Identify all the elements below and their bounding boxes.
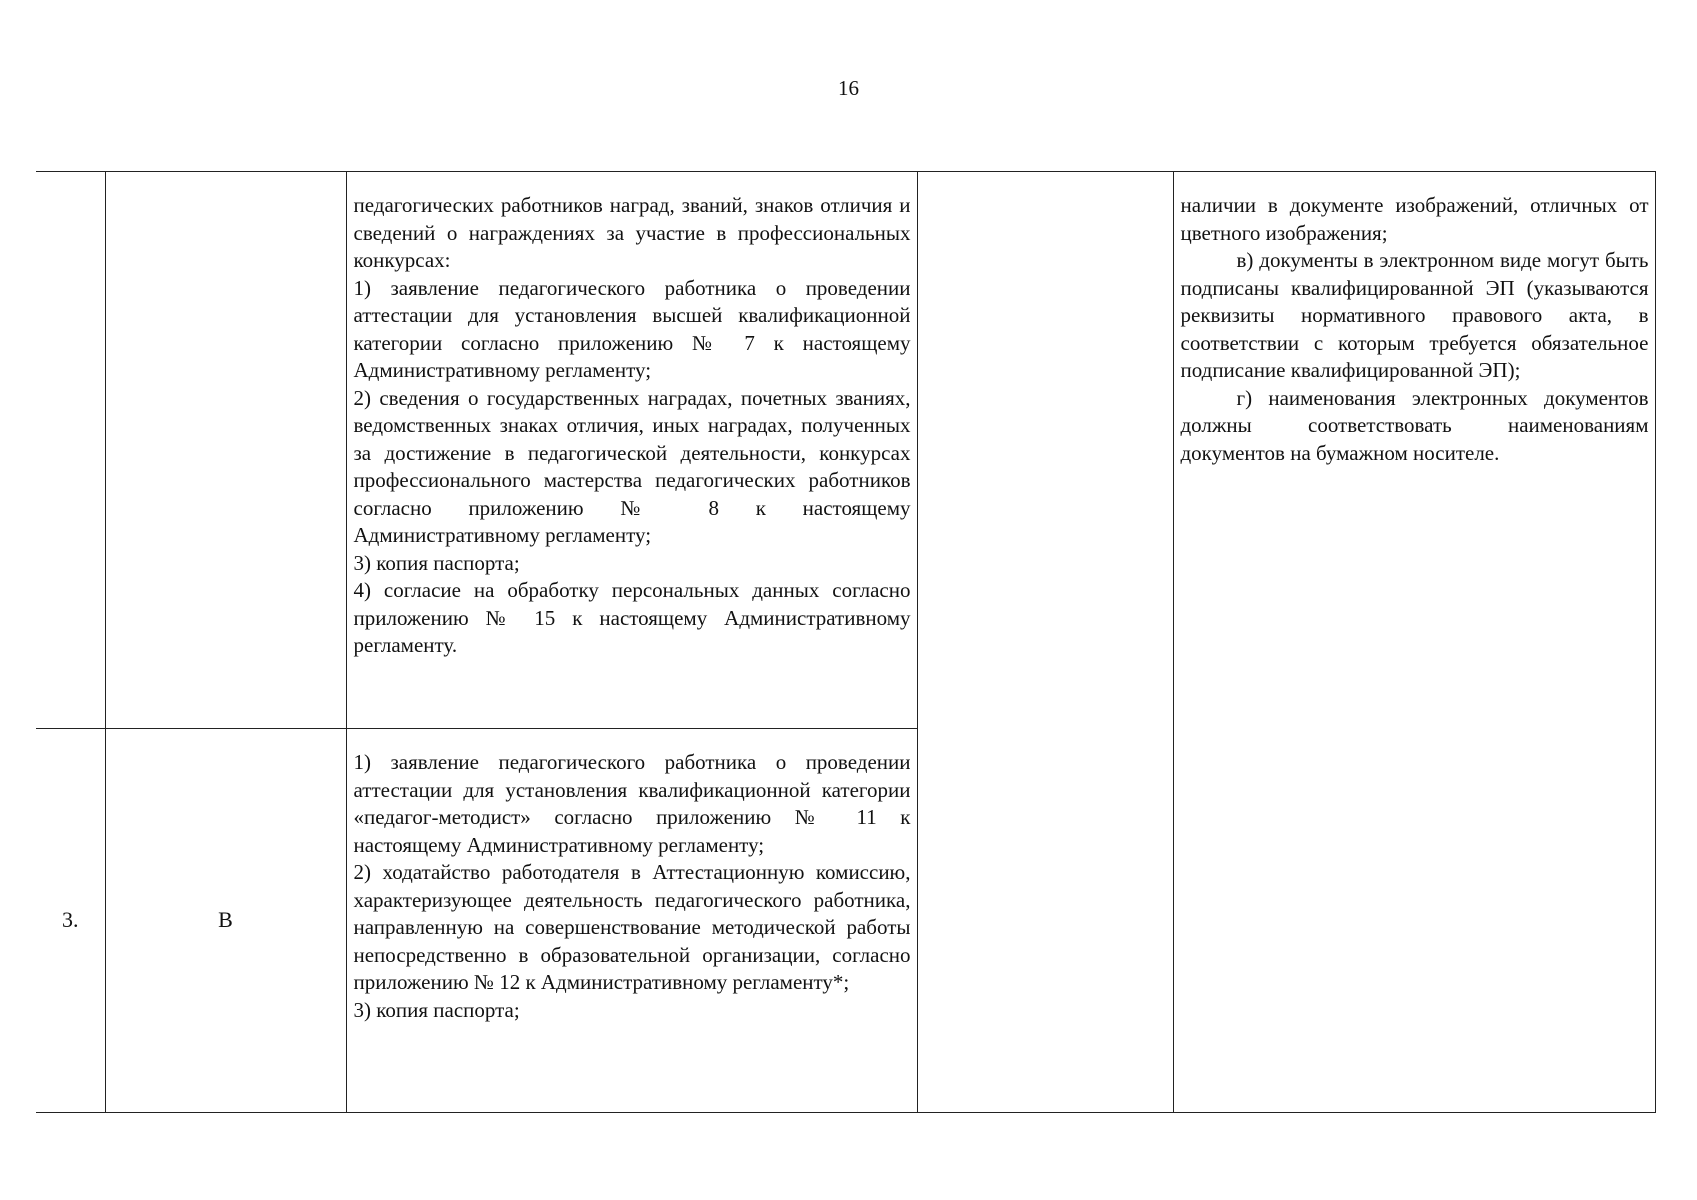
document-item: 3) копия паспорта; xyxy=(353,997,520,1022)
document-item: 2) ходатайство работодателя в Аттестационную комиссию, характеризующее деятельность педагогического работника, направленную на совершенствование методической работы непосредственно в образовательной организации, согласно приложению № 12 к Административному регламенту*; xyxy=(353,860,911,994)
page-number: 16 xyxy=(838,76,859,100)
document-item: 3) копия паспорта; xyxy=(353,550,520,575)
documents-intro: педагогических работников наград, званий, знаков отличия и сведений о награждениях за участие в профессиональных конкурсах: xyxy=(353,193,911,272)
documents-cell xyxy=(346,172,917,729)
empty-column-cell xyxy=(917,172,1173,1113)
requirement-item: в) документы в электронном виде могут быть подписаны квалифицированной ЭП (указываются реквизиты нормативного правового акта, в соответствии с которым требуется обязательное подписание квалифицированной ЭП); xyxy=(1180,248,1649,382)
document-item: 1) заявление педагогического работника о проведении аттестации для установления квалификационной категории «педагог-методист» согласно приложению № 11 к настоящему Административному регламенту; xyxy=(353,750,911,857)
row-number-cell xyxy=(36,172,105,729)
requirements-cell xyxy=(1173,172,1655,1113)
category-cell xyxy=(105,172,346,729)
row-number-cell xyxy=(36,729,105,1113)
table-row xyxy=(36,172,1655,729)
requirement-item: г) наименования электронных документов должны соответствовать наименованиям документов на бумажном носителе. xyxy=(1180,385,1649,465)
category-cell xyxy=(105,729,346,1113)
document-item: 4) согласие на обработку персональных данных согласно приложению № 15 к настоящему Административному регламенту. xyxy=(353,578,911,657)
requirement-item: наличии в документе изображений, отличных от цветного изображения; xyxy=(1180,193,1649,245)
document-item: 1) заявление педагогического работника о проведении аттестации для установления высшей квалификационной категории согласно приложению № 7 к настоящему Административному регламенту; xyxy=(353,275,911,382)
row-number: 3. xyxy=(62,907,79,933)
services-table xyxy=(36,171,1656,1113)
document-item: 2) сведения о государственных наградах, почетных званиях, ведомственных знаках отличия, иных наградах, полученных за достижение в педагогической деятельности, конкурсах профессионального мастерства педагогических работников согласно приложению № 8 к настоящему Административному регламенту; xyxy=(353,385,911,547)
category-label: В xyxy=(218,907,233,933)
documents-cell xyxy=(346,729,917,1113)
